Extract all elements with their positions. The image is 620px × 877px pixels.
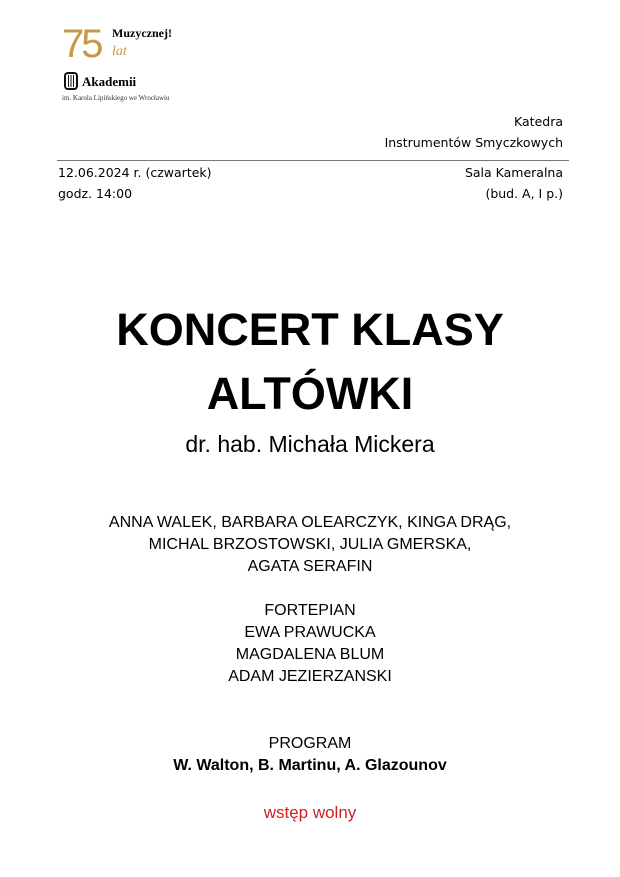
admission-note: wstęp wolny — [263, 803, 357, 822]
venue-name: Sala Kameralna — [464, 165, 563, 180]
concert-time: godz. 14:00 — [58, 186, 133, 201]
performer-line: ANNA WALEK, BARBARA OLEARCZYK, KINGA DRĄG, — [108, 514, 512, 531]
program-heading: PROGRAM — [268, 735, 352, 752]
concert-title — [0, 298, 620, 426]
department — [385, 111, 563, 153]
performer-line: MICHAL BRZOSTOWSKI, JULIA GMERSKA, — [148, 536, 472, 553]
subtitle: dr. hab. Michała Mickera — [185, 431, 435, 457]
lyre-icon — [64, 72, 78, 90]
title-line1: KONCERT KLASY — [116, 304, 504, 355]
logo-akademii: Akademii — [82, 74, 137, 89]
pianist: ADAM JEZIERZANSKI — [228, 668, 392, 685]
program-composers: W. Walton, B. Martinu, A. Glazounov — [173, 757, 447, 774]
department-line2: Instrumentów Smyczkowych — [384, 135, 563, 150]
concert-date: 12.06.2024 r. (czwartek) — [58, 165, 212, 180]
logo-number: 75 — [62, 22, 101, 66]
logo-lat: lat — [112, 44, 127, 59]
date-time — [58, 162, 212, 204]
divider — [57, 160, 569, 161]
program-section — [0, 733, 620, 777]
title-line2: ALTÓWKI — [206, 368, 414, 419]
piano-section — [0, 600, 620, 688]
venue-detail: (bud. A, I p.) — [485, 186, 563, 201]
logo-muzycznej: Muzycznej! — [112, 26, 172, 40]
performer-line: AGATA SERAFIN — [247, 558, 373, 575]
performers — [0, 512, 620, 578]
pianist: MAGDALENA BLUM — [235, 646, 385, 663]
piano-heading: FORTEPIAN — [264, 602, 356, 619]
academy-logo — [62, 22, 192, 122]
venue — [465, 162, 563, 204]
logo-patron: im. Karola Lipińskiego we Wrocławiu — [62, 94, 170, 102]
department-line1: Katedra — [514, 114, 563, 129]
pianist: EWA PRAWUCKA — [244, 624, 376, 641]
